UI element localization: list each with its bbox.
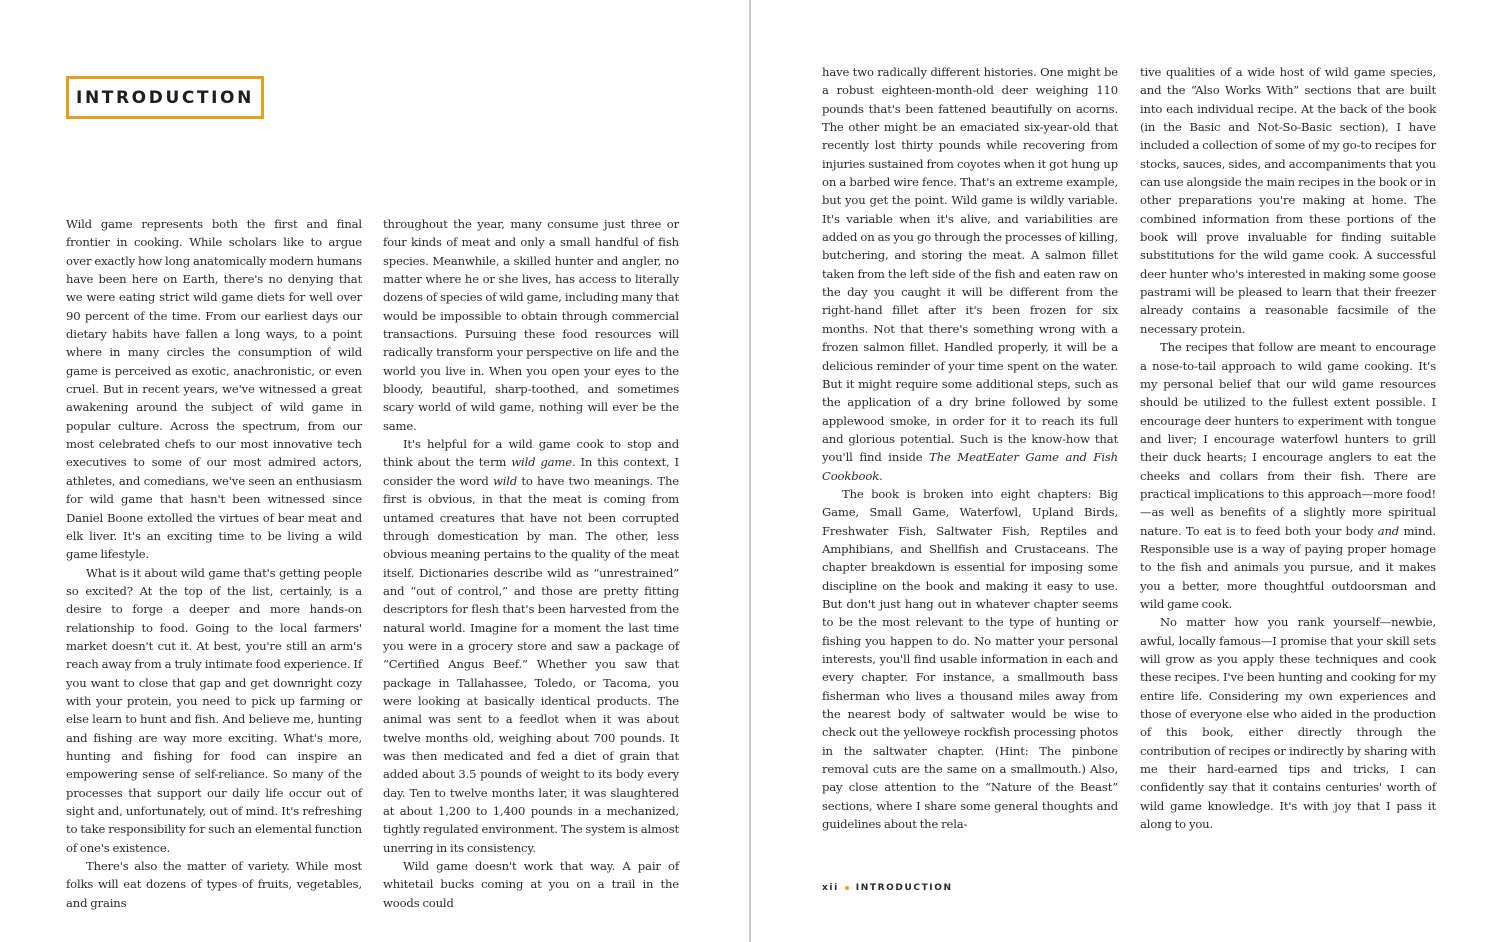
paragraph: There's also the matter of variety. While most folks will eat dozens of types of fruits, vegetables, and grains [66,859,362,910]
chapter-title: INTRODUCTION [76,87,254,108]
paragraph: The book is broken into eight chapters: Big Game, Small Game, Waterfowl, Upland Birds, Freshwater Fish, Saltwater Fish, Reptiles and Amphibians, and Shellfish and Crustaceans. The chapter breakdown is essential for imposing some discipline on the book and making it easy to use. But don't just hang out in whatever chapter seems to be the most relevant to the type of hunting or fishing you happen to do. No matter your personal interests, you'll find usable information in each and every chapter. For instance, a smallmouth bass fisherman who lives a thousand miles away from the nearest body of saltwater would be wise to check out the yelloweye rockfish processing photos in the saltwater chapter. (Hint: The pinbone removal cuts are the same on a smallmouth.) Also, pay close attention to the “Nature of the Beast” sections, where I share some general thoughts and guidelines about the rela- [822,486,1118,832]
running-section-title: INTRODUCTION [855,883,953,893]
italic-term: and [1377,523,1400,538]
italic-term: wild game. [511,455,576,470]
bullet-dot-icon [845,886,849,890]
text-run: to have two meanings. The first is obvious, in that the meat is coming from untamed creatures that have not been corrupted through domestication by man. The other, less obvious meaning pertains to the quality of the meat itself. Dictionaries describe wild as “unrestrained” and “out of control,” and those are pretty fitting descriptors for flesh that's been harvested from the natural world. Imagine for a moment the last time you were in a grocery store and saw a package of “Certified Angus Beef.” Whether you saw that package in Tallahassee, Toledo, or Tacoma, you were looking at basically identical products. The animal was sent to a feedlot when it was about twelve months old, weighing about 700 pounds. It was then medicated and fed a diet of grain that added about 3.5 pounds of weight to its body every day. Ten to twelve months later, it was slaughtered at about 1,200 to 1,400 pounds in a mechanized, tightly regulated environment. The system is almost unerring in its consistency. [383,473,680,855]
text-run: In this context, I consider the word [383,455,679,488]
book-title-italic: The MeatEater Game and Fish Cookbook [822,450,1118,483]
italic-term: wild [492,473,518,488]
paragraph: Wild game doesn't work that way. A pair of whitetail bucks coming at you on a trail in the woods could [383,859,679,910]
text-run: have two radically different histories. One might be a robust eighteen-month-old deer weighing 110 pounds that's been fattened beautifully on acorns. The other might be an emaciated six-year-old that recently lost thirty pounds while recovering from injuries sustained from coyotes when it got hung up on a barbed wire fence. That's an extreme example, but you get the point. Wild game is wildly variable. It's variable when it's alive, and variabilities are added on as you go through the processes of killing, butchering, and storing the meat. A salmon fillet taken from the left side of the fish and eaten raw on the day you caught it will be different from the right-hand fillet after it's been frozen for six months. Not that there's something wrong with a frozen salmon fillet. Handled properly, it will be a delicious reminder of your time spent on the water. But it might require some additional steps, such as the application of a dry brine followed by some applewood smoke, in order for it to reach its full and glorious potential. Such is the know-how that you'll find inside [822,65,1118,465]
paragraph: What is it about wild game that's getting people so excited? At the top of the list, certainly, is a desire to forge a deeper and more hands-on relationship to food. Going to the local farmers' market doesn't cut it. At best, you're still an arm's reach away from a truly intimate food experience. If you want to close that gap and get downright cozy with your protein, you need to pick up farming or else learn to hunt and fish. And believe me, hunting and fishing are way more exciting. What's more, hunting and fishing for food can inspire an empowering sense of self-reliance. So many of the processes that support our daily life occur out of sight and, unfortunately, out of mind. It's refreshing to take responsibility for such an elemental function of one's existence. [66,565,362,855]
text-run: . [879,468,883,483]
text-column-4 [1140,63,1436,833]
paragraph: tive qualities of a wide host of wild game species, and the “Also Works With” sections that are built into each individual recipe. At the back of the book (in the Basic and Not-So-Basic section), I have included a collection of some of my go-to recipes for stocks, sauces, sides, and accompaniments that you can use alongside the main recipes in the book or in other preparations you're making at home. The combined information from these portions of the book will prove invaluable for finding suitable substitutions for the wild game cook. A successful deer hunter who's interested in making some goose pastrami will be pleased to learn that their freezer already contains a reasonable facsimile of the necessary protein. [1140,65,1436,336]
page-footer [822,883,953,893]
text-column-3 [822,63,1118,833]
paragraph [1140,338,1436,613]
text-run: It's helpful for a wild game cook to stop and think about the term [383,437,679,470]
paragraph [383,435,679,857]
paragraph [822,63,1118,485]
text-column-2 [383,215,679,912]
chapter-title-box [66,76,264,119]
paragraph: No matter how you rank yourself—newbie, awful, locally famous—I promise that your skill sets will grow as you apply these techniques and cook these recipes. I've been hunting and cooking for my entire life. Considering my own experiences and those of everyone else who aided in the production of this book, either directly through the contribution of recipes or indirectly by sharing with me their hard-earned tips and tricks, I can confidently say that it contains centuries' worth of wild game knowledge. It's with joy that I pass it along to you. [1140,615,1436,832]
text-run: The recipes that follow are meant to encourage a nose-to-tail approach to wild game cooking. It's my personal belief that our wild game resources should be utilized to the fullest extent possible. I encourage deer hunters to experiment with tongue and liver; I encourage waterfowl hunters to grill their duck hearts; I encourage anglers to eat the cheeks and collars from their fish. There are practical implications to this approach—more food!—as well as benefits of a slightly more spiritual nature. To eat is to feed both your body [1140,340,1436,538]
text-column-1 [66,215,362,912]
text-run: mind. Responsible use is a way of paying proper homage to the fish and animals you pursue, and it makes you a better, more thoughtful outdoorsman and wild game cook. [1140,523,1436,611]
page-gutter [749,0,751,942]
page-number: xii [822,883,839,893]
paragraph: Wild game represents both the first and final frontier in cooking. While scholars like to argue over exactly how long anatomically modern humans have been here on Earth, there's no denying that we were eating strict wild game diets for well over 90 percent of the time. From our earliest days our dietary habits have fallen a long ways, to a point where in many circles the consumption of wild game is perceived as exotic, anachronistic, or even cruel. But in recent years, we've witnessed a great awakening around the subject of wild game in popular culture. Across the spectrum, from our most celebrated chefs to our most innovative tech executives to some of our most admired actors, athletes, and comedians, we've seen an enthusiasm for wild game that hasn't been witnessed since Daniel Boone extolled the virtues of bear meat and elk liver. It's an exciting time to be living a wild game lifestyle. [66,217,362,562]
paragraph: throughout the year, many consume just three or four kinds of meat and only a small handful of fish species. Meanwhile, a skilled hunter and angler, no matter where he or she lives, has access to literally dozens of species of wild game, including many that would be impossible to obtain through commercial transactions. Pursuing these food resources will radically transform your perspective on life and the world you live in. When you open your eyes to the bloody, beautiful, sharp-toothed, and sometimes scary world of wild game, nothing will ever be the same. [383,217,679,433]
